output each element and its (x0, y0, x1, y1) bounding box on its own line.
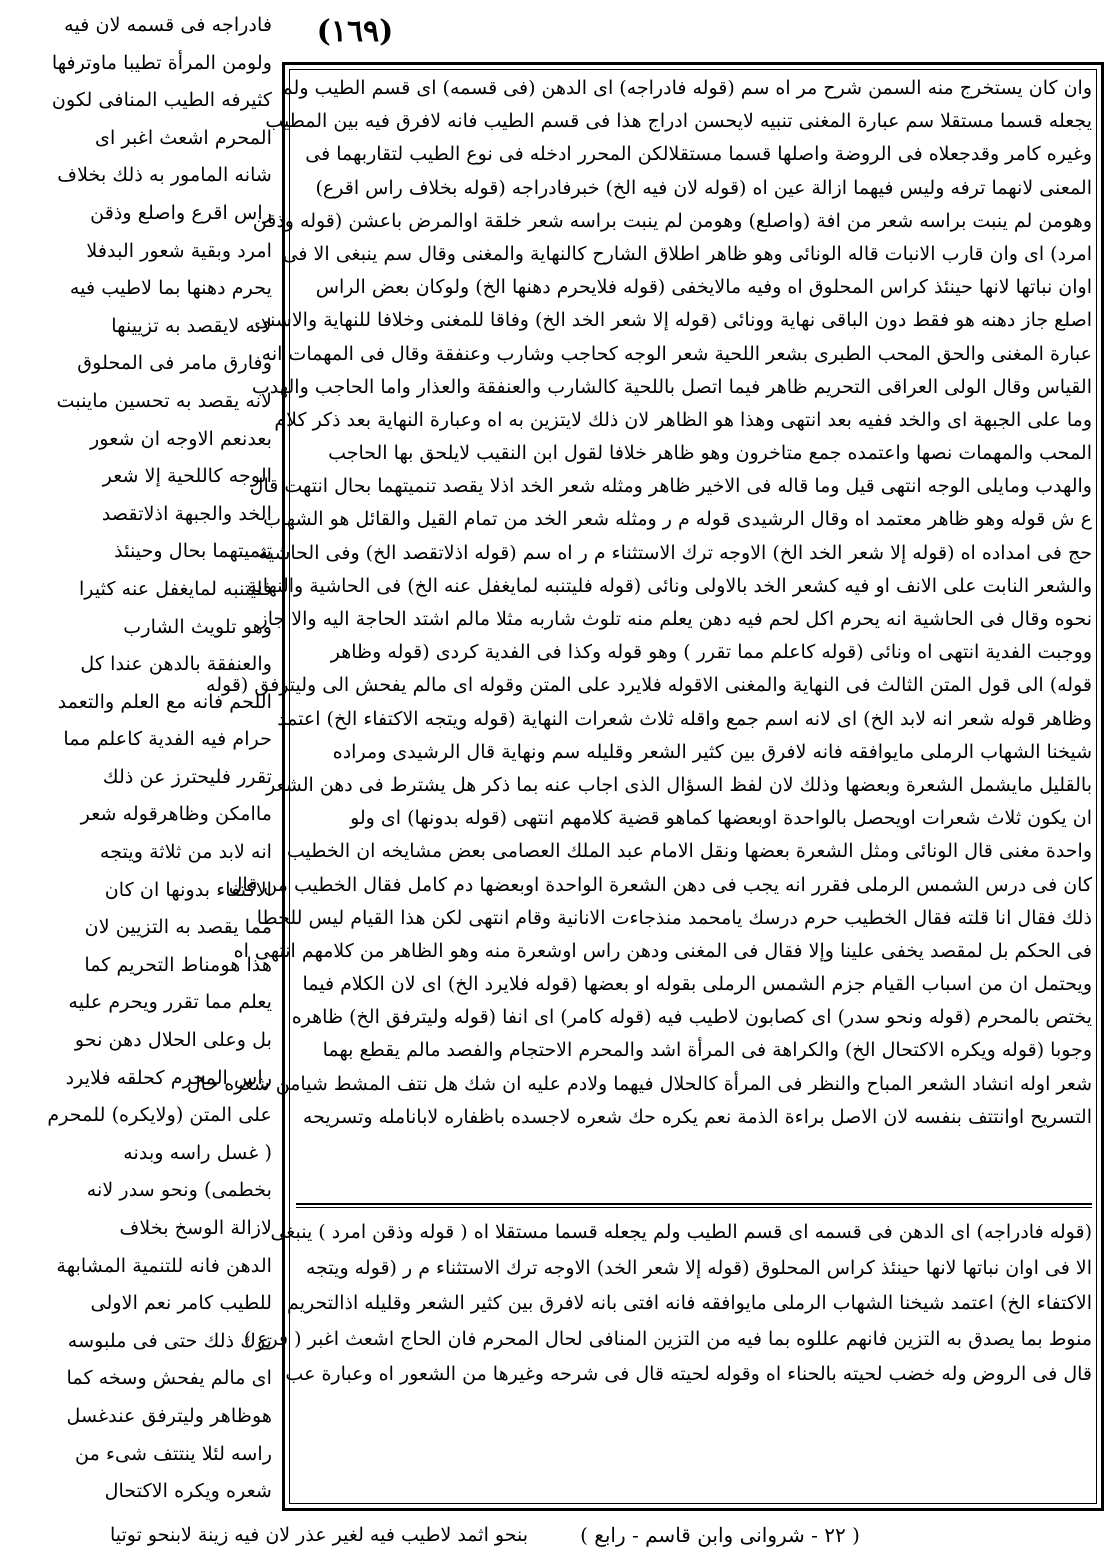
commentary-line: المعنى لانهما ترفه وليس فيهما ازالة عين اه (قوله لان فيه الخ) خبرفادراجه (قوله بخلاف راس اقرع) (315, 176, 1092, 199)
side-text-line: وهو تلويث الشارب (123, 614, 272, 638)
footnotes-block (243, 1215, 1092, 1505)
side-text-line: لانه يقصد به تحسين ماينبت (56, 388, 272, 412)
commentary-line: نحوه وقال فى الحاشية انه يحرم اكل لحم فيه دهن يعلم منه تلوث شاربه مثلا مالم اشتد الحاجة اليه والا جاز (258, 608, 1092, 630)
side-text-line: بعدنعم الاوجه ان شعور (90, 426, 272, 450)
page-number: (١٦٩) (316, 14, 394, 49)
commentary-line: وما على الجبهة اى والخد ففيه بعد انتهى وهذا هو الظاهر لان ذلك لايتزين به اه وعبارة النهاية بعد ذكر كلام (274, 408, 1092, 431)
side-text-line: ماامكن وظاهرقوله شعر (80, 802, 272, 826)
side-text-line: شانه المامور به ذلك بخلاف (57, 163, 272, 187)
commentary-line: التسريح اوانتتف بنفسه لان الاصل براءة الذمة نعم يكره حك شعره لاجسده باظفاره لابانامله وتسريحه (302, 1105, 1092, 1128)
side-text-line: تقرر فليحترز عن ذلك (102, 764, 272, 788)
signature-mark: ( ٢٢ - شروانى وابن قاسم - رابع ) (580, 1523, 860, 1547)
commentary-line: اصلع جاز دهنه هو فقط دون الباقى نهاية وونائى (قوله إلا شعر الخد الخ) وفاقا للمغنى وخلافا للنهاية والاسنى (254, 309, 1092, 332)
side-text-line: الوجه كاللحية إلا شعر (102, 464, 272, 488)
side-text-line: حرام فيه الفدية كاعلم مما (63, 727, 272, 751)
footnote-line: قال فى الروض وله خضب لحيته بالحناء اه وقوله لحيته قال فى شرحه وغيرها من الشعور اه وعبارة عب (285, 1363, 1092, 1385)
commentary-line: عبارة المغنى والحق المحب الطبرى بشعر اللحية شعر الوجه كحاجب وشارب وعنفقة وقال فى المهمات انه (261, 342, 1092, 365)
commentary-line: والشعر النابت على الانف او فيه كشعر الخد بالاولى ونائى (قوله فليتنبه لمايغفل عنه الخ) فى الحاشية والنهاية (247, 574, 1092, 597)
commentary-line: وجوبا (قوله ويكره الاكتحال الخ) والكراهة فى المرأة اشد والمحرم الاحتجام والفصد مالم يقطع بهما (322, 1039, 1092, 1062)
commentary-line: وظاهر قوله شعر انه لابد الخ) اى لانه اسم جمع واقله ثلاث شعرات النهاية (قوله ويتجه الاكتفاء الخ) اعتمد (277, 707, 1092, 730)
notes-divider (296, 1203, 1092, 1205)
commentary-line: وهومن لم ينبت براسه شعر من افة (واصلع) وهومن لم ينبت براسه شعر خلقة اوالمرض باعشن (قوله وذقن (252, 209, 1092, 232)
side-text-line: اى مالم يفحش وسخه كما (66, 1366, 272, 1390)
side-text-line: هوظاهر وليترفق عندغسل (66, 1403, 272, 1427)
commentary-line: والهدب ومايلى الوجه انتهى قيل وما قاله فى الاخير ظاهر ومثله شعر الخد اذلا يقصد تنميتهما بحال انتهت قال (249, 475, 1092, 498)
side-text-line: شعره ويكره الاكتحال (104, 1479, 272, 1503)
side-text-line: انه لابد من ثلاثة ويتجه (99, 840, 272, 864)
commentary-line: يجعله قسما مستقلا سم عبارة المغنى تنبيه لايحسن ادراج هذا فى قسم الطيب فانه لافرق فيه بين المطيب (265, 110, 1092, 133)
footnote-line: الا فى اوان نباتها لانها حينئذ كراس المحلوق (قوله إلا شعر الخد) الاوجه ترك الاستثناء م ر (قوله ويتجه (305, 1256, 1092, 1279)
side-text-line: المحرم اشعث اغبر اى (94, 125, 272, 149)
commentary-line: حج فى امداده اه (قوله إلا شعر الخد الخ) الاوجه ترك الاستثناء م ر اه سم (قوله اذلاتقصد الخ) وفى الحاشية (258, 541, 1092, 564)
side-text-line: فادراجه فى قسمه لان فيه (64, 13, 272, 36)
side-text-line: الخد والجبهة اذلاتقصد (101, 501, 272, 525)
side-text-line: ( غسل راسه وبدنه (123, 1140, 272, 1164)
commentary-line: فى الحكم بل لمقصد يخفى علينا وإلا فقال فى المغنى ودهن راس اوشعرة منه وهو الظاهر من كلامهم انتهى اه (233, 939, 1092, 962)
commentary-line: كان فى درس الشمس الرملى فقرر انه يجب فى دهن الشعرة الواحدة اوبعضها دم كامل فقال الخطيب من قال (228, 873, 1092, 896)
side-text-line: ولومن المرأة تطيبا ماوترفها (51, 50, 272, 74)
commentary-line: شعر اوله انشاد الشعر المباح والنظر فى المرأة كالحلال فيهما ولادم عليه ان شك هل نتف المشط شيامن شعره حال (186, 1072, 1092, 1095)
commentary-line: واحدة مغنى قال الونائى ومثل الشعرة بعضها ونقل الامام عبد الملك العصامى بعض مشايخه ان الخطيب (286, 840, 1092, 863)
side-text-line: الاكتفاء بدونها ان كان (104, 877, 272, 901)
side-matn-column (4, 6, 272, 1526)
footnote-line: الاكتفاء الخ) اعتمد شيخنا الشهاب الرملى مايوافقه فانه افتى بانه لافرق بين كثير الشعر وقليله اذالتحريم (287, 1292, 1092, 1314)
side-text-line: ترك ذلك حتى فى ملبوسه (67, 1328, 272, 1352)
side-text-line: هذا هومناط التحريم كما (84, 952, 272, 976)
footnote-line: منوط بما يصدق به التزين فانهم عللوه بما فيه من التزين المنافى لحال المحرم فان الحاج اشعث اغبر ( فرع ) (243, 1327, 1092, 1350)
side-text-line: بل وعلى الحلال دهن نحو (74, 1028, 272, 1052)
side-text-line: راسه لئلا ينتتف شىء من (75, 1441, 272, 1465)
commentary-line: ذلك فقال انا قلته فقال الخطيب حرم درسك يامحمد منذجاءت الانانية وقام انتهى لكن هذا القيام ليس للخطا (256, 906, 1092, 929)
side-text-line: الدهن فانه للتنمية المشابهة (56, 1253, 272, 1277)
commentary-line: شيخنا الشهاب الرملى مايوافقه فانه لافرق بين كثير الشعر وقليله سم ونهاية قال الرشيدى ومراده (332, 740, 1092, 763)
side-text-line: بخطمى) ونحو سدر لانه (86, 1178, 272, 1202)
commentary-line: ووجبت الفدية انتهى اه ونائى (قوله كاعلم مما تقرر ) وهو قوله وكذا فى الفدية كردى (قوله وظاهر (330, 641, 1092, 664)
commentary-line: وغيره كامر وقدجعلاه فى الروضة واصلها قسما مستقلالكن المحرر ادخله فى نوع الطيب لتقاربهما فى (305, 143, 1092, 166)
side-text-line: اللحم فانه مع العلم والتعمد (57, 689, 272, 713)
commentary-line: اوان نباتها لانها حينئذ كراس المحلوق اه وفيه مالايخفى (قوله فلايحرم دهنها الخ) ولوكان بعض الراس (315, 276, 1092, 299)
side-text-line: امرد وبقية شعور البدفلا (86, 238, 272, 262)
side-text-line: لانه لايقصد به تزيينها (111, 313, 272, 337)
side-text-line: لازالة الوسخ بخلاف (119, 1216, 272, 1239)
commentary-line: وان كان يستخرج منه السمن شرح مر اه سم (قوله فادراجه) اى الدهن (فى قسمه) اى قسم الطيب ولم (280, 77, 1092, 99)
side-text-line: يعلم مما تقرر ويحرم عليه (68, 990, 272, 1014)
commentary-line: ان يكون ثلاث شعرات اويحصل بالواحدة اوبعضها كماهو قضية كلامهم انتهى (قوله بدونها) اى ولو (350, 807, 1092, 830)
side-text-line: راس اقرع واصلع وذقن (90, 200, 272, 224)
side-text-line: فليتنبه لمايغفل عنه كثيرا (78, 576, 272, 600)
side-catchword-line: بنحو اثمد لاطيب فيه لغير عذر لان فيه زينة لابنحو توتيا (109, 1524, 528, 1546)
notes-divider-inner (296, 1207, 1092, 1208)
commentary-line: المحب والمهمات نصها واعتمده جمع متاخرون وهو ظاهر خلافا لقول ابن النقيب لايلحق بها الحاجب (328, 442, 1092, 465)
footnote-line: (قوله فادراجه) اى الدهن فى قسمه اى قسم الطيب ولم يجعله قسما مستقلا اه ( قوله وذقن امرد ) ينبغى (270, 1221, 1092, 1243)
commentary-line: ويحتمل ان من اسباب القيام جزم الشمس الرملى بقوله او بعضها (قوله فلايرد الخ) اى لان الكلام فيما (302, 973, 1092, 996)
side-text-line: على المتن (ولايكره) للمحرم (47, 1103, 272, 1127)
side-text-line: تنميتهما بحال وحينئذ (114, 539, 272, 563)
side-text-line: يحرم دهنها بما لاطيب فيه (69, 276, 272, 300)
side-text-line: وفارق مامر فى المحلوق (77, 351, 272, 375)
side-text-line: كثيرفه الطيب المنافى لكون (51, 88, 272, 112)
commentary-line: القياس وقال الولى العراقى التحريم ظاهر فيما اتصل باللحية كالشارب والعنفقة والعذار واما الحاجب والهدب (251, 375, 1092, 398)
commentary-line: بالقليل مايشمل الشعرة وبعضها وذلك لان لفظ السؤال الذى اجاب عنه بما ذكر هل يشترط فى دهن الشعر (266, 773, 1092, 796)
commentary-line: قوله) الى قول المتن الثالث فى النهاية والمغنى الاقوله فلايرد على المتن وقوله اى مالم يفحش الى وليترفق (قوله (206, 674, 1092, 697)
side-text-line: للطيب كامر نعم الاولى (90, 1291, 272, 1315)
side-text-line: مما يقصد به التزيين لان (84, 915, 272, 939)
side-text-line: والعنفقة بالدهن عندا كل (80, 652, 272, 676)
commentary-line: امرد) اى وان قارب الانبات قاله الونائى وهو ظاهر اطلاق الشارح كالنهاية والمغنى وقال سم ينبغى الا فى (282, 242, 1092, 265)
commentary-line: يختص بالمحرم (قوله ونحو سدر) اى كصابون لاطيب فيه (قوله كامر) اى انفا (قوله وليترفق الخ) ظاهره (291, 1006, 1092, 1029)
side-text-line: راس المحرم كحلقه فلايرد (65, 1065, 272, 1089)
commentary-line: ع ش قوله وهو ظاهر معتمد اه وقال الرشيدى قوله م ر ومثله شعر الخد من تمام القيل والقائل هو الشهاب (263, 508, 1092, 531)
